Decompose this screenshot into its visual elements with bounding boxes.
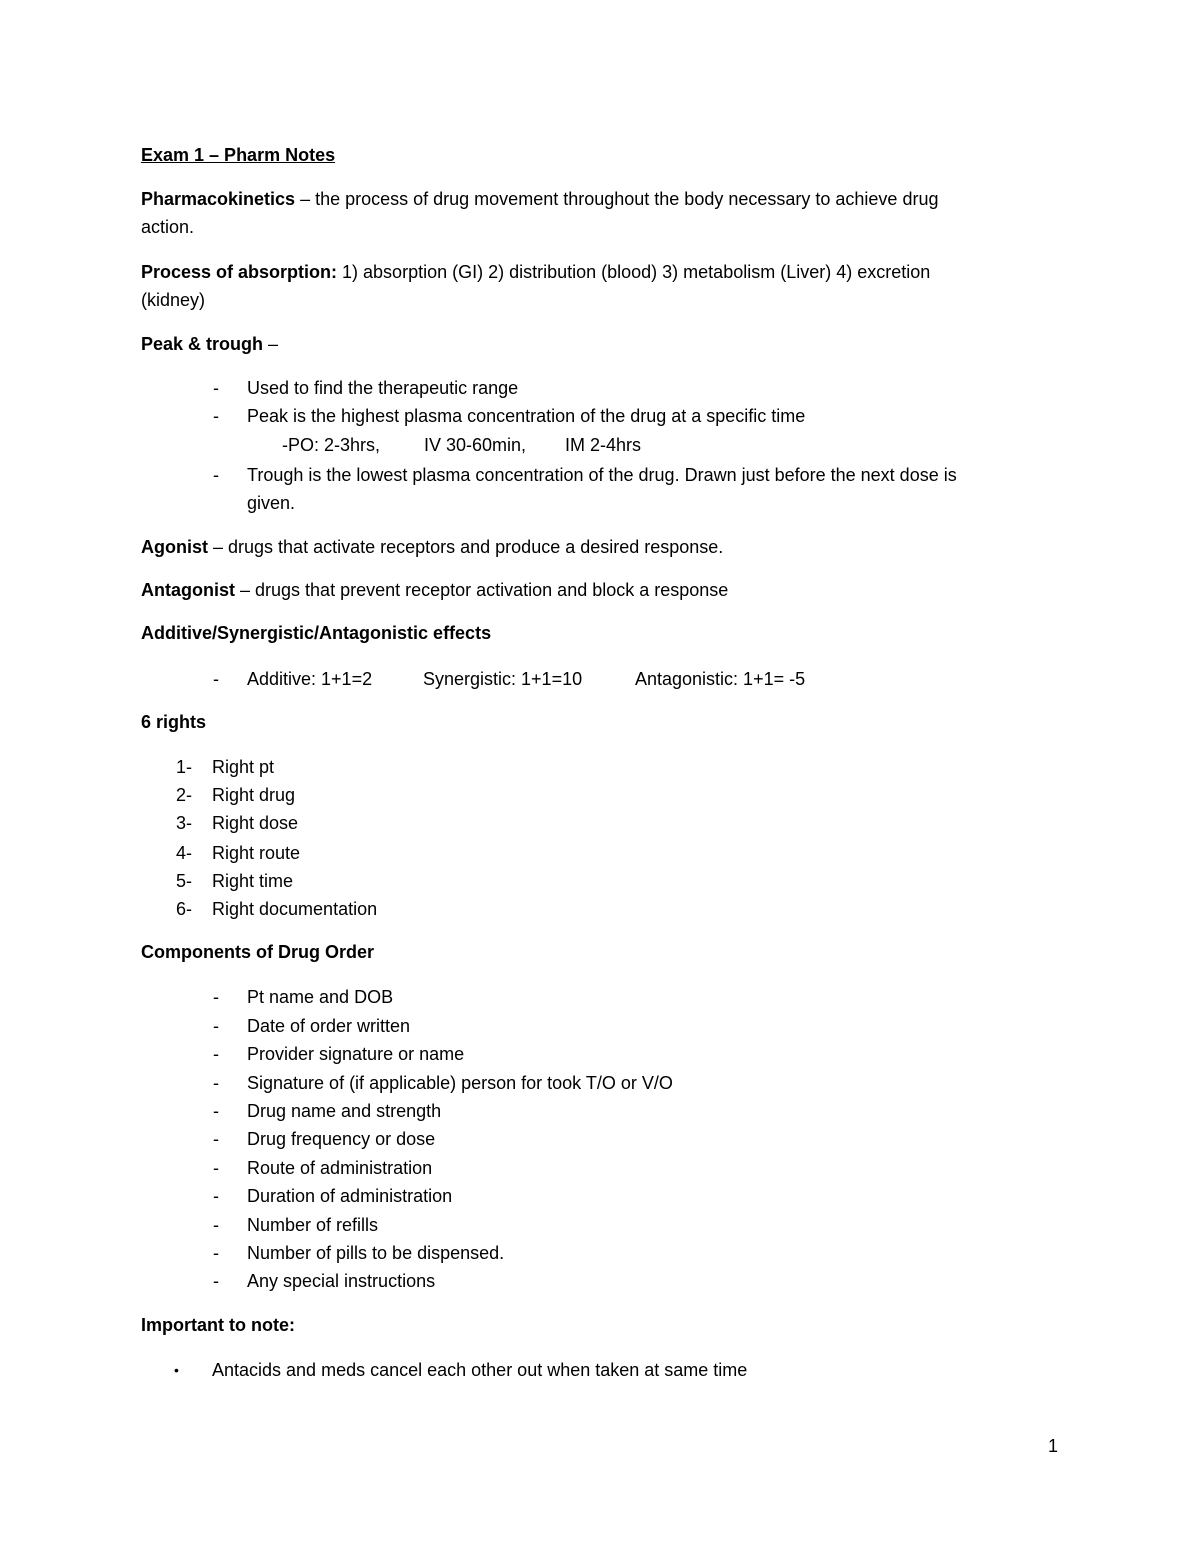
antagonist-paragraph xyxy=(141,579,728,601)
list-number: 6- xyxy=(176,899,193,919)
list-item xyxy=(141,1072,1041,1094)
dash-marker: - xyxy=(213,378,219,398)
important-heading: Important to note: xyxy=(141,1315,295,1335)
iv-time: IV 30-60min, xyxy=(424,435,527,455)
list-item-text: Duration of administration xyxy=(247,1186,453,1206)
list-item-text: Drug frequency or dose xyxy=(247,1129,436,1149)
dash-marker: - xyxy=(213,1129,219,1149)
list-item-text: Right dose xyxy=(212,813,299,833)
agonist-paragraph xyxy=(141,536,723,558)
list-item-text: Date of order written xyxy=(247,1016,411,1036)
list-item xyxy=(141,1270,1041,1292)
list-item-text: Signature of (if applicable) person for took T/O or V/O xyxy=(247,1073,673,1093)
dash-marker: - xyxy=(213,406,219,426)
list-item xyxy=(141,1214,1041,1236)
list-item xyxy=(141,898,1041,920)
list-item-text: Any special instructions xyxy=(247,1271,436,1291)
absorption-paragraph xyxy=(141,261,930,283)
list-number: 1- xyxy=(176,757,193,777)
list-item xyxy=(141,1185,1041,1207)
effects-row xyxy=(141,668,1041,690)
antagonistic-text: Antagonistic: 1+1= -5 xyxy=(635,669,806,689)
list-item-text: Right time xyxy=(212,871,294,891)
po-time: -PO: 2-3hrs, xyxy=(282,435,381,455)
components-heading: Components of Drug Order xyxy=(141,942,374,962)
list-item-text: Drug name and strength xyxy=(247,1101,442,1121)
list-item-text: given. xyxy=(247,493,296,513)
dash-marker: - xyxy=(213,1158,219,1178)
list-item-text: Used to find the therapeutic range xyxy=(247,378,519,398)
list-item-text: Trough is the lowest plasma concentration of the drug. Drawn just before the next dose is xyxy=(247,465,957,485)
agonist-term: Agonist xyxy=(141,537,208,557)
dash-marker: - xyxy=(213,1243,219,1263)
list-item-text: Right pt xyxy=(212,757,275,777)
list-item xyxy=(141,377,1041,399)
list-item xyxy=(141,756,1041,778)
peak-trough-term: Peak & trough xyxy=(141,334,264,354)
absorption-definition-cont: (kidney) xyxy=(141,290,206,310)
dash-marker: - xyxy=(213,1186,219,1206)
list-number: 3- xyxy=(176,813,193,833)
rights-heading: 6 rights xyxy=(141,712,207,732)
list-item-text: Pt name and DOB xyxy=(247,987,394,1007)
synergistic-text: Synergistic: 1+1=10 xyxy=(423,669,583,689)
list-item xyxy=(141,784,1041,806)
dash-marker: - xyxy=(213,1271,219,1291)
antagonist-definition: – drugs that prevent receptor activation and block a response xyxy=(235,580,729,600)
bullet-icon: • xyxy=(174,1362,179,1378)
list-item xyxy=(141,1359,1041,1381)
page-number: 1 xyxy=(1048,1436,1059,1456)
antagonist-term: Antagonist xyxy=(141,580,235,600)
pharmacokinetics-definition: – the process of drug movement throughout the body necessary to achieve drug xyxy=(295,189,939,209)
pharmacokinetics-term: Pharmacokinetics xyxy=(141,189,296,209)
list-item-text: Number of pills to be dispensed. xyxy=(247,1243,505,1263)
list-item xyxy=(141,1242,1041,1264)
list-item-text: Route of administration xyxy=(247,1158,433,1178)
list-item xyxy=(141,812,1041,834)
dash-marker: - xyxy=(213,669,219,689)
peak-times-row xyxy=(141,434,1041,456)
pharmacokinetics-definition-cont: action. xyxy=(141,217,195,237)
list-item xyxy=(141,405,1041,427)
dash-marker: - xyxy=(213,1215,219,1235)
dash-marker: - xyxy=(213,465,219,485)
list-number: 4- xyxy=(176,843,193,863)
peak-trough-heading xyxy=(141,333,278,355)
dash-marker: - xyxy=(213,1101,219,1121)
list-item xyxy=(141,464,1041,486)
im-time: IM 2-4hrs xyxy=(565,435,642,455)
list-number: 2- xyxy=(176,785,193,805)
effects-heading: Additive/Synergistic/Antagonistic effects xyxy=(141,623,492,643)
list-item xyxy=(141,1128,1041,1150)
list-item-text: Provider signature or name xyxy=(247,1044,465,1064)
list-item-text: Antacids and meds cancel each other out when taken at same time xyxy=(212,1360,748,1380)
pharmacokinetics-paragraph xyxy=(141,188,938,210)
peak-trough-dash: – xyxy=(263,334,279,354)
list-item xyxy=(141,1100,1041,1122)
agonist-definition: – drugs that activate receptors and produce a desired response. xyxy=(208,537,724,557)
absorption-definition: 1) absorption (GI) 2) distribution (blood) 3) metabolism (Liver) 4) excretion xyxy=(337,262,931,282)
list-item-text: Right route xyxy=(212,843,301,863)
list-item xyxy=(141,842,1041,864)
page-title: Exam 1 – Pharm Notes xyxy=(141,145,336,165)
dash-marker: - xyxy=(213,987,219,1007)
additive-text: Additive: 1+1=2 xyxy=(247,669,373,689)
dash-marker: - xyxy=(213,1016,219,1036)
list-item-text: Peak is the highest plasma concentration of the drug at a specific time xyxy=(247,406,806,426)
list-item xyxy=(141,1015,1041,1037)
list-item xyxy=(141,1043,1041,1065)
list-item xyxy=(141,986,1041,1008)
list-item xyxy=(141,1157,1041,1179)
list-number: 5- xyxy=(176,871,193,891)
list-item-cont xyxy=(141,492,1041,514)
list-item-text: Right drug xyxy=(212,785,296,805)
dash-marker: - xyxy=(213,1044,219,1064)
list-item-text: Right documentation xyxy=(212,899,378,919)
dash-marker: - xyxy=(213,1073,219,1093)
absorption-term: Process of absorption: xyxy=(141,262,338,282)
list-item xyxy=(141,870,1041,892)
list-item-text: Number of refills xyxy=(247,1215,379,1235)
